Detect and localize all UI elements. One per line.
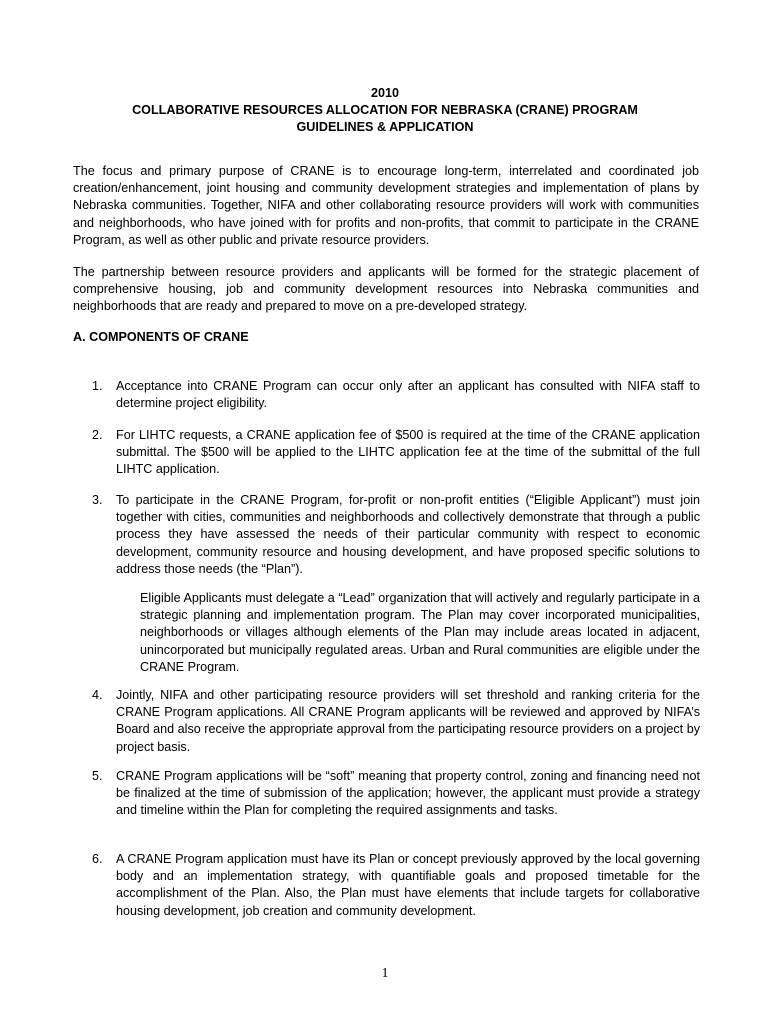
list-item-text: CRANE Program applications will be “soft” meaning that property control, zoning and financing need not be finalized at the time of submission of the application; however, the applicant must provide a strategy and timeline within the Plan for completing the required assignments and tasks.: [116, 769, 700, 818]
list-item-6: [92, 851, 700, 920]
list-item-text: To participate in the CRANE Program, for-profit or non-profit entities (“Eligible Applicant”) must join together with cities, communities and neighborhoods and collectively demonstrate that through a public process they have assessed the needs of their particular community with respect to economic development, community resource and housing development, and have proposed specific solutions to address those needs (the “Plan”).: [116, 493, 700, 576]
list-item-4: [92, 687, 700, 756]
document-header: [0, 85, 770, 136]
list-item-text: A CRANE Program application must have its Plan or concept previously approved by the local governing body and an implementation strategy, with quantifiable goals and proposed timetable for the accomplishment of the Plan. Also, the Plan must have elements that include targets for collaborative housing development, job creation and community development.: [116, 852, 700, 918]
page-number: 1: [381, 966, 389, 981]
list-item-number: 6.: [92, 852, 103, 866]
list-item-number: 3.: [92, 493, 103, 507]
list-item-2: [92, 427, 700, 479]
list-item-text: Jointly, NIFA and other participating resource providers will set threshold and ranking criteria for the CRANE Program applications. All CRANE Program applicants will be reviewed and approved by NIFA’s Board and also receive the appropriate approval from the participating resource providers on a project by project basis.: [116, 688, 700, 754]
list-item-text: For LIHTC requests, a CRANE application fee of $500 is required at the time of the CRANE application submittal. The $500 will be applied to the LIHTC application fee at the time of the submittal of the full LIHTC application.: [116, 428, 700, 477]
list-item-5: [92, 768, 700, 820]
list-item-text: Acceptance into CRANE Program can occur only after an applicant has consulted with NIFA staff to determine project eligibility.: [116, 379, 700, 411]
list-item-number: 5.: [92, 769, 103, 783]
intro-paragraph-1: The focus and primary purpose of CRANE is to encourage long-term, interrelated and coordinated job creation/enhancement, joint housing and community development strategies and implementation of plans by Nebraska communities. Together, NIFA and other collaborating resource providers will work with communities and neighborhoods, who have joined with for profits and non-profits, that commit to participate in the CRANE Program, as well as other public and private resource providers.: [73, 164, 699, 247]
list-item-number: 4.: [92, 688, 103, 702]
list-item-number: 1.: [92, 379, 103, 393]
header-title: COLLABORATIVE RESOURCES ALLOCATION FOR NEBRASKA (CRANE) PROGRAM: [132, 103, 638, 117]
header-subtitle: GUIDELINES & APPLICATION: [296, 120, 474, 134]
list-item-1: [92, 378, 700, 412]
header-year: 2010: [370, 86, 400, 100]
intro-paragraph-2: The partnership between resource providers and applicants will be formed for the strategic placement of comprehensive housing, job and community development resources into Nebraska communities and neighborhoods that are ready and prepared to move on a pre-developed strategy.: [73, 265, 699, 314]
list-item-3-subparagraph: Eligible Applicants must delegate a “Lead” organization that will actively and regularly participate in a strategic planning and implementation program. The Plan may cover incorporated municipalities, neighborhoods or villages although elements of the Plan may include areas located in adjacent, unincorporated but municipally regulated areas. Urban and Rural communities are eligible under the CRANE Program.: [140, 591, 700, 674]
section-heading-components: A. COMPONENTS OF CRANE: [73, 330, 249, 344]
list-item-number: 2.: [92, 428, 103, 442]
list-item-3: [92, 492, 700, 578]
